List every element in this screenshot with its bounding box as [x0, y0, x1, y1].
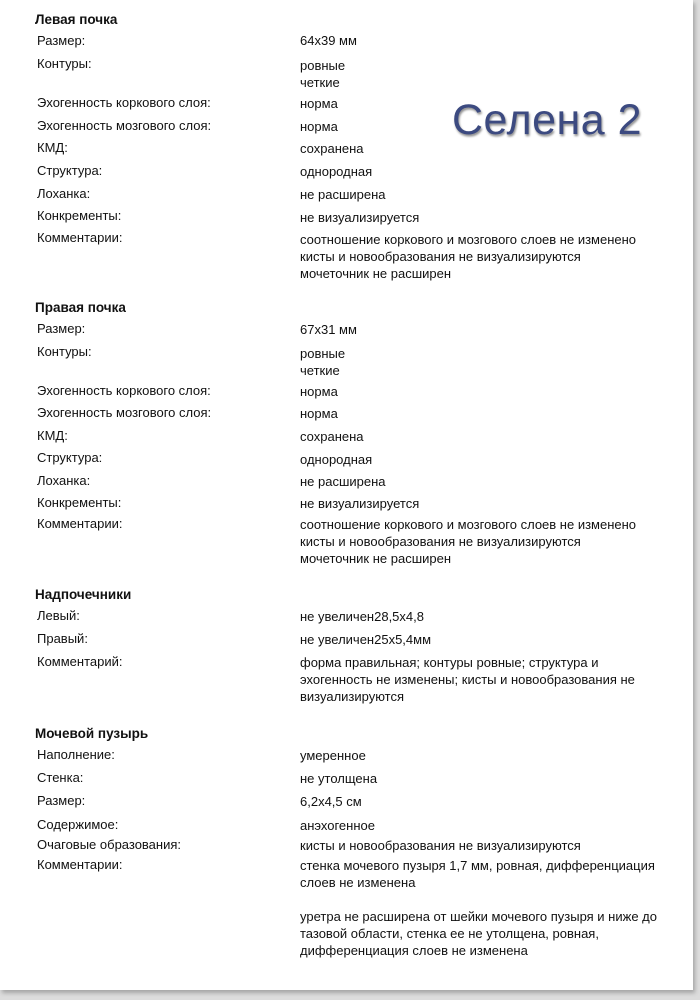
row-label: Эхогенность коркового слоя: [37, 95, 211, 110]
row-value: соотношение коркового и мозгового слоев не изменено кисты и новообразования не визуализируются мочеточник не расширен [300, 232, 637, 281]
row-label: Стенка: [37, 770, 84, 785]
row-value: стенка мочевого пузыря 1,7 мм, ровная, дифференциация слоев не изменена уретра не расширена от шейки мочевого пузыря и ниже до тазовой области, стенка ее не утолщена, ровная, дифференциация слоев не изменена [300, 858, 657, 958]
row-value: сохранена [300, 141, 364, 156]
row-value: не расширена [300, 187, 386, 202]
row-label: Размер: [37, 321, 86, 336]
row-value: сохранена [300, 429, 364, 444]
row-label: Лоханка: [37, 473, 91, 488]
row-label: Комментарии: [37, 516, 123, 531]
row-value: анэхогенное [300, 818, 375, 833]
row-label: Лоханка: [37, 186, 91, 201]
row-label: Правый: [37, 631, 88, 646]
row-value: однородная [300, 164, 373, 179]
section-title: Правая почка [35, 300, 126, 315]
row-label: Контуры: [37, 344, 92, 359]
row-label: Контуры: [37, 56, 92, 71]
row-label: Наполнение: [37, 747, 115, 762]
row-label: Эхогенность мозгового слоя: [37, 118, 212, 133]
row-label: КМД: [37, 428, 68, 443]
row-value: норма [300, 406, 338, 421]
row-value: не расширена [300, 474, 386, 489]
row-value: 6,2х4,5 см [300, 794, 362, 809]
row-label: Структура: [37, 450, 103, 465]
section-title: Надпочечники [35, 587, 132, 602]
row-label: Очаговые образования: [37, 837, 182, 852]
row-label: Конкременты: [37, 208, 122, 223]
row-label: Комментарии: [37, 230, 123, 245]
row-value: умеренное [300, 748, 366, 763]
row-label: КМД: [37, 140, 68, 155]
row-label: Комментарии: [37, 857, 123, 872]
row-value: 64х39 мм [300, 33, 357, 48]
row-label: Структура: [37, 163, 103, 178]
row-value: не визуализируется [300, 210, 420, 225]
row-value: 67х31 мм [300, 322, 357, 337]
row-value: форма правильная; контуры ровные; структура и эхогенность не изменены; кисты и новообразования не визуализируются [300, 655, 635, 704]
row-value: ровные четкие [300, 346, 346, 378]
row-label: Эхогенность коркового слоя: [37, 383, 211, 398]
row-value: кисты и новообразования не визуализируются [300, 838, 581, 853]
row-value: однородная [300, 452, 373, 467]
row-value: не визуализируется [300, 496, 420, 511]
row-value: соотношение коркового и мозгового слоев не изменено кисты и новообразования не визуализируются мочеточник не расширен [300, 517, 637, 566]
row-value: норма [300, 96, 338, 111]
row-label: Комментарий: [37, 654, 123, 669]
section-title: Мочевой пузырь [35, 726, 149, 741]
row-label: Размер: [37, 793, 86, 808]
row-label: Конкременты: [37, 495, 122, 510]
row-label: Эхогенность мозгового слоя: [37, 405, 212, 420]
row-value: норма [300, 384, 338, 399]
row-value: не увеличен28,5х4,8 [300, 609, 424, 624]
row-label: Размер: [37, 33, 86, 48]
row-label: Левый: [37, 608, 80, 623]
row-value: ровные четкие [300, 58, 346, 90]
row-value: норма [300, 119, 338, 134]
row-value: не утолщена [300, 771, 378, 786]
row-value: не увеличен25х5,4мм [300, 632, 432, 647]
section-title: Левая почка [35, 12, 118, 27]
handwritten-stamp-label: Селена 2 [452, 96, 643, 144]
row-label: Содержимое: [37, 817, 119, 832]
